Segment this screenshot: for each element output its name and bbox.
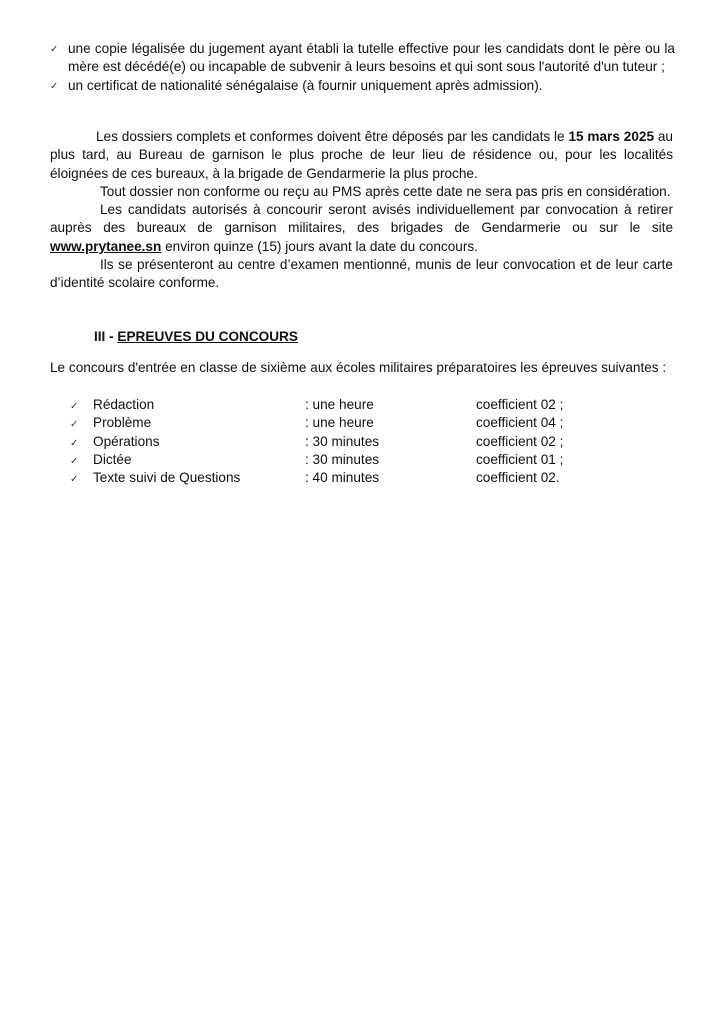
exam-coefficient: coefficient 02 ;: [476, 397, 564, 412]
exam-coefficient: coefficient 02.: [476, 470, 560, 486]
convocation-text-end: environ quinze (15) jours avant la date du concours.: [161, 238, 478, 254]
exam-coefficient: coefficient 04 ;: [476, 415, 564, 431]
exam-row: [70, 469, 670, 487]
exam-name: Dictée: [93, 451, 132, 467]
exam-duration: : une heure: [305, 397, 374, 412]
deadline-date: 15 mars 2025: [568, 129, 655, 144]
exam-coefficient: coefficient 02 ;: [476, 433, 564, 449]
checkmark-icon: ✓: [70, 419, 79, 431]
required-documents-list: [50, 40, 675, 95]
checkmark-icon: ✓: [70, 401, 79, 412]
exam-name: Problème: [93, 415, 152, 431]
submission-instructions: [50, 128, 673, 293]
deposit-text-start: Les dossiers complets et conformes doivent être déposés par les candidats le: [96, 129, 569, 144]
list-item: [50, 40, 675, 77]
exam-name: Texte suivi de Questions: [93, 470, 241, 486]
list-item-text: un certificat de nationalité sénégalaise (à fournir uniquement après admission).: [68, 77, 543, 93]
section-heading: [94, 328, 298, 346]
exam-list: [70, 396, 670, 487]
convocation-text-start: Les candidats autorisés à concourir seront avisés individuellement par convocation à retirer auprès des bureaux de garnison militaires, des brigades de Gendarmerie ou sur le site: [50, 202, 673, 236]
exam-duration: : 40 minutes: [305, 470, 380, 486]
exam-row: [70, 396, 670, 414]
exam-row: [70, 451, 670, 469]
exam-name: Rédaction: [93, 397, 155, 412]
deposit-paragraph: [50, 128, 673, 183]
website-link[interactable]: www.prytanee.sn: [50, 238, 162, 254]
checkmark-icon: ✓: [50, 44, 59, 55]
section-number: III -: [94, 329, 118, 344]
deposit-text-end: au plus tard, au Bureau de garnison le plus proche de leur lieu de résidence ou, pour les localités éloignées de ces bureaux, à la brigade de Gendarmerie la plus proche.: [50, 129, 673, 181]
exam-intro: Le concours d'entrée en classe de sixième aux écoles militaires préparatoires les épreuves suivantes :: [50, 360, 667, 375]
exam-duration: : 30 minutes: [305, 451, 380, 467]
checkmark-icon: ✓: [70, 455, 79, 467]
list-item: [50, 77, 675, 95]
exam-row: [70, 414, 670, 432]
section-title: EPREUVES DU CONCOURS: [117, 329, 298, 344]
exam-coefficient: coefficient 01 ;: [476, 451, 564, 467]
list-item-text: une copie légalisée du jugement ayant établi la tutelle effective pour les candidats dont le père ou la mère est décédé(e) ou incapable de subvenir à leurs besoins et qui sont sous l'autorité d'un tuteur ;: [68, 41, 675, 75]
checkmark-icon: ✓: [50, 80, 59, 92]
exam-duration: : 30 minutes: [305, 433, 380, 449]
presentation-paragraph: Ils se présenteront au centre d’examen mentionné, munis de leur convocation et de leur carte d’identité scolaire conforme.: [50, 257, 673, 291]
checkmark-icon: ✓: [70, 437, 79, 449]
checkmark-icon: ✓: [70, 474, 79, 486]
convocation-paragraph: [50, 201, 673, 256]
non-compliant-paragraph: Tout dossier non conforme ou reçu au PMS après cette date ne sera pas pris en considération.: [100, 183, 671, 199]
exam-name: Opérations: [93, 433, 160, 449]
exam-row: [70, 433, 670, 451]
exam-duration: : une heure: [305, 415, 374, 431]
